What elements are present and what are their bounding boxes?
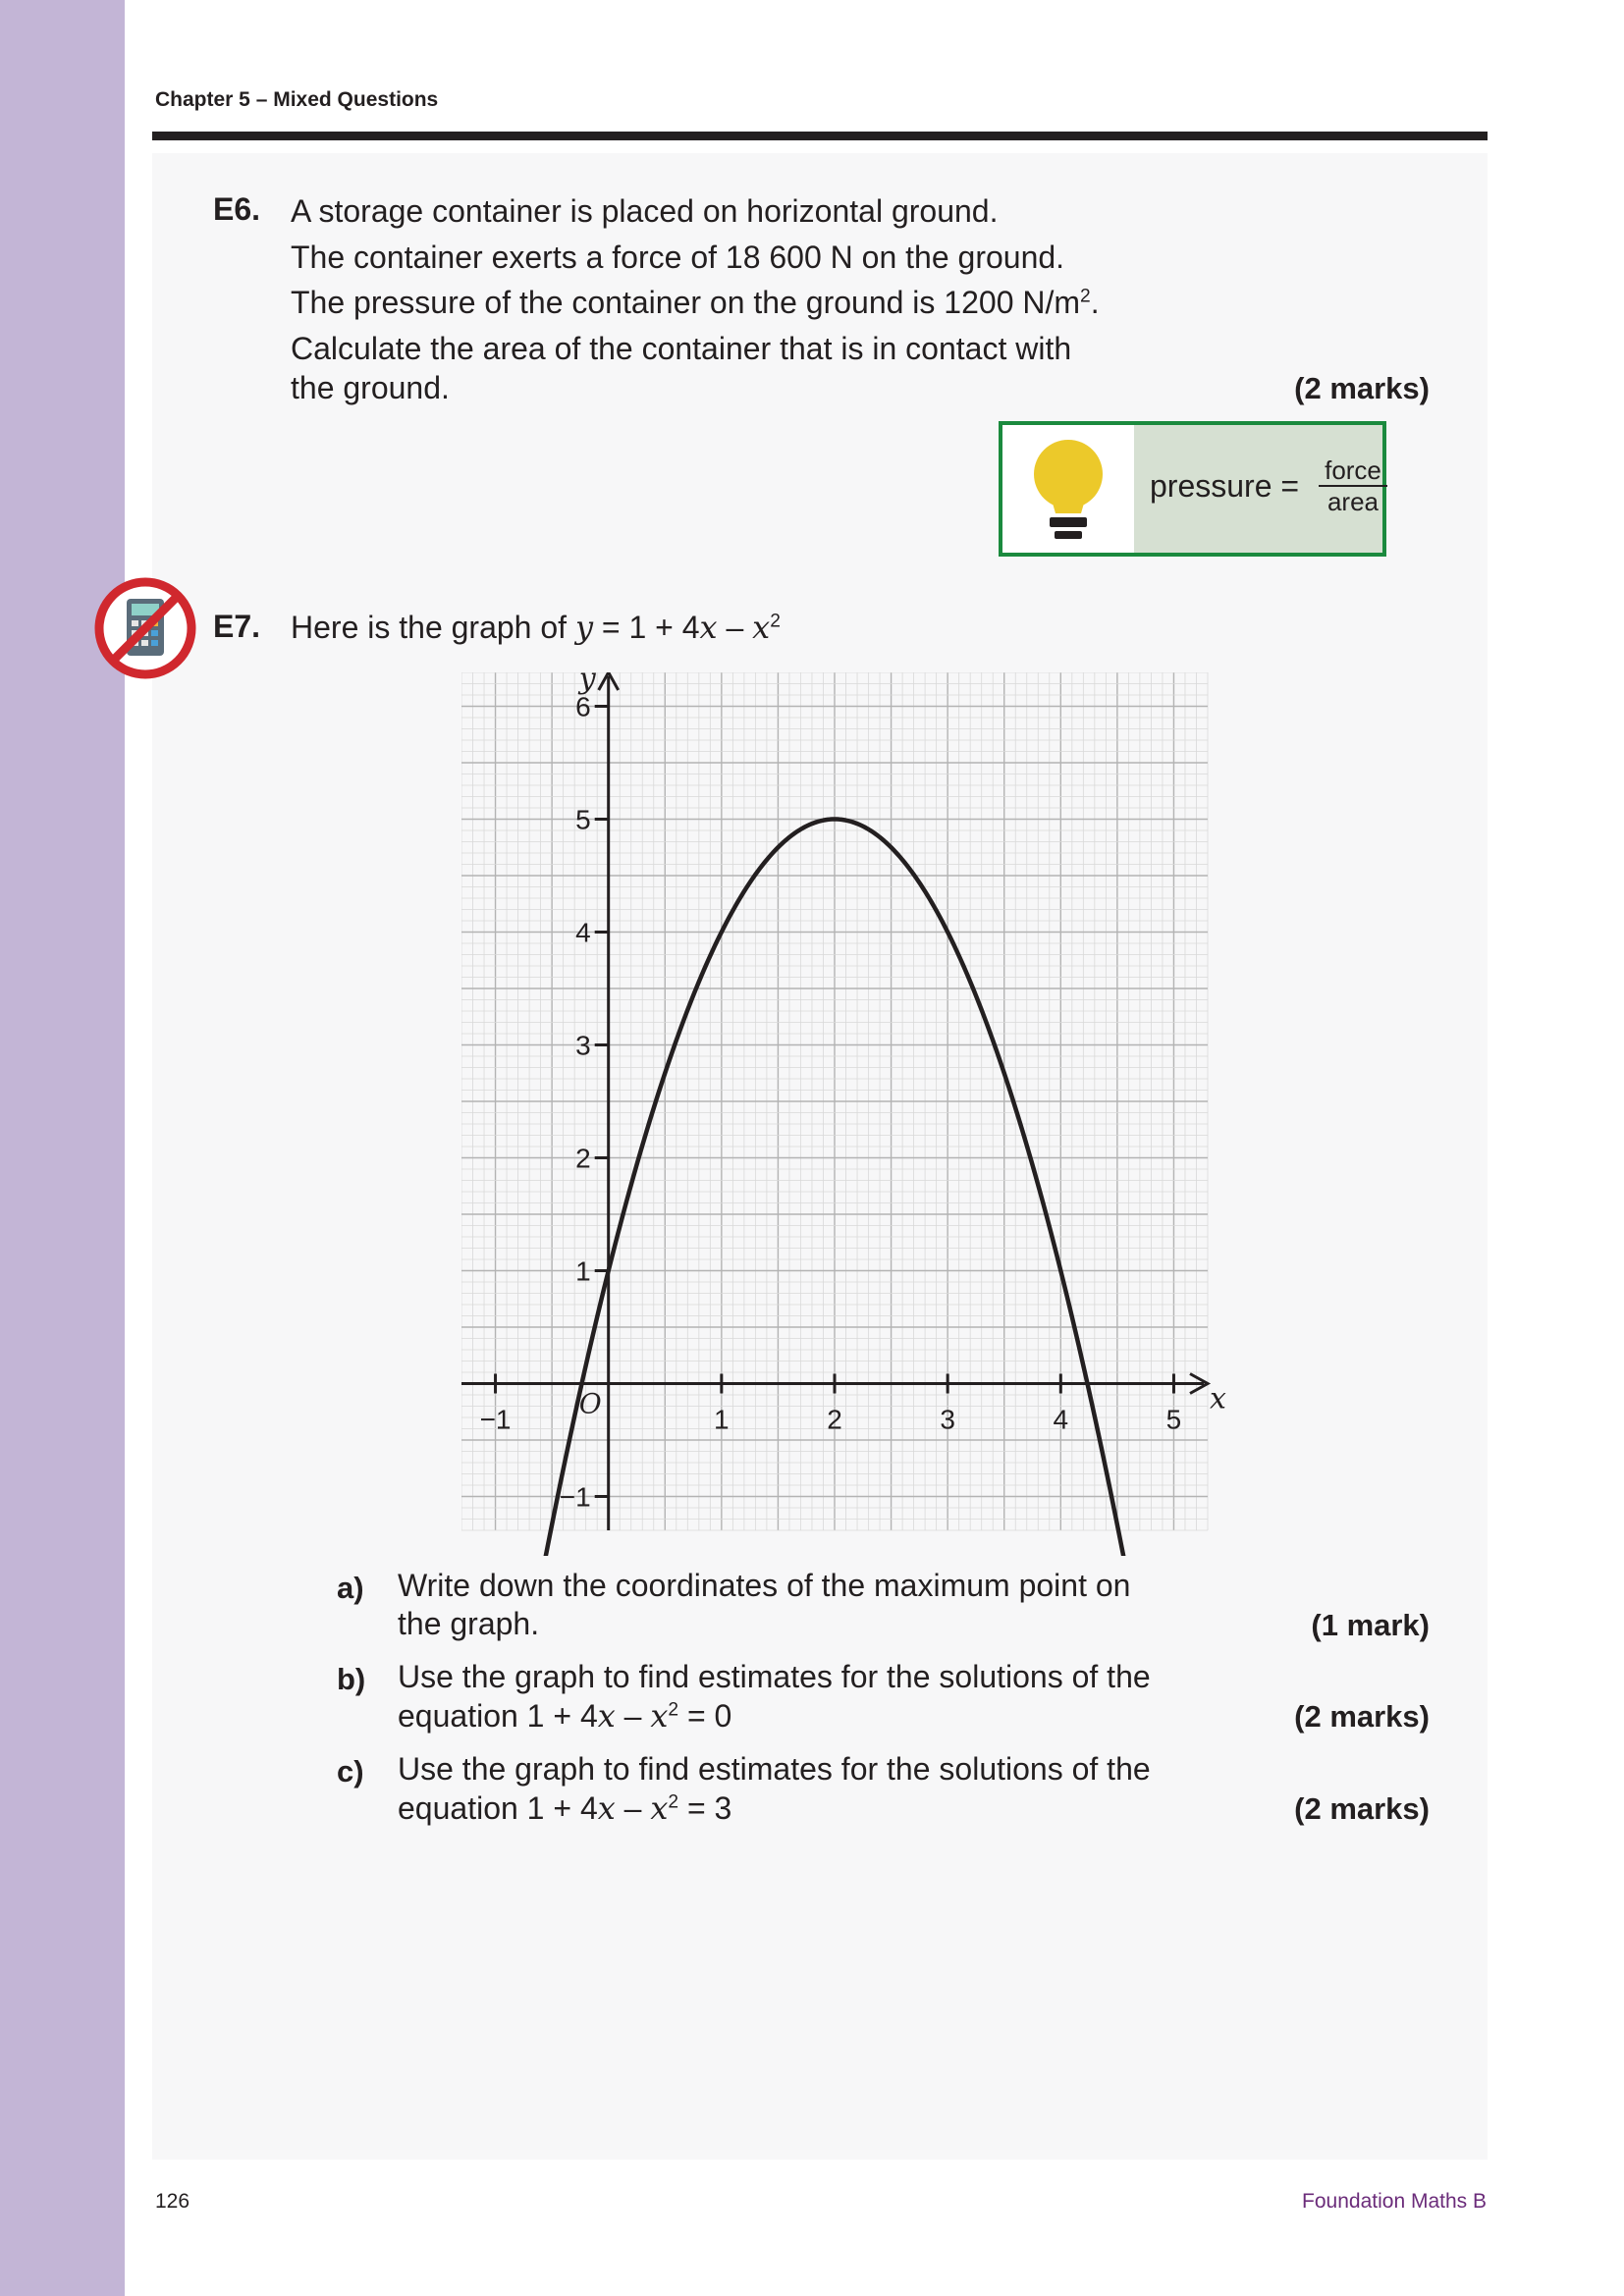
graph-svg [461, 672, 1247, 1556]
header-rule [152, 132, 1488, 140]
page-number: 126 [155, 2190, 190, 2213]
hint-denominator: area [1326, 487, 1380, 516]
hint-box [999, 421, 1386, 557]
part-a-line-1: Write down the coordinates of the maximum point on [398, 1568, 1131, 1603]
part-b-line-1: Use the graph to find estimates for the solutions of the [398, 1659, 1151, 1694]
no-calculator-icon [94, 577, 196, 679]
e6-line-4: Calculate the area of the container that is in contact with [291, 331, 1072, 366]
x-tick-label: −1 [479, 1404, 512, 1435]
part-c-label: c) [337, 1754, 364, 1789]
hint-fraction [1319, 456, 1387, 515]
page-side-band [0, 0, 125, 2296]
question-number-e7: E7. [213, 609, 261, 644]
part-c-line-1: Use the graph to find estimates for the solutions of the [398, 1751, 1151, 1787]
y-tick-label: 1 [575, 1255, 591, 1287]
part-a-line-2: the graph. [398, 1606, 540, 1641]
y-tick-label: −1 [559, 1481, 591, 1513]
e6-line-1: A storage container is placed on horizontal ground. [291, 193, 999, 229]
parabola-graph [461, 672, 1247, 1561]
y-tick-label: 3 [575, 1030, 591, 1061]
y-tick-label: 5 [575, 804, 591, 835]
part-b-line-2: equation $1 + 4x - x^2 = 0$ [398, 1697, 732, 1735]
hint-formula-label: pressure = [1150, 468, 1300, 504]
e7-intro: Here is the graph of $y = 1 + 4x - x^2$ [291, 609, 781, 646]
e6-marks: (2 marks) [1294, 371, 1430, 405]
x-tick-label: 1 [714, 1404, 730, 1435]
origin-label: O [578, 1387, 602, 1420]
part-b-label: b) [337, 1662, 366, 1696]
part-c-line-2: equation $1 + 4x - x^2 = 3$ [398, 1789, 732, 1827]
hint-numerator: force [1325, 455, 1381, 485]
part-b-marks: (2 marks) [1294, 1699, 1430, 1734]
chapter-heading: Chapter 5 – Mixed Questions [155, 88, 439, 111]
hint-formula [1134, 425, 1382, 553]
question-number-e6: E6. [213, 191, 261, 227]
x-axis-label: x [1210, 1381, 1226, 1416]
book-title: Foundation Maths B [1302, 2190, 1487, 2213]
part-c-marks: (2 marks) [1294, 1791, 1430, 1826]
lightbulb-icon [1002, 425, 1134, 553]
y-axis-label: y [578, 672, 596, 696]
part-a-marks: (1 mark) [1311, 1608, 1430, 1642]
graph-grid [461, 672, 1208, 1530]
e6-line-2: The container exerts a force of 18 600 N on the ground. [291, 240, 1065, 275]
x-tick-label: 2 [827, 1404, 842, 1435]
e6-line-3: The pressure of the container on the ground is 1200 $N/m^2$. [291, 285, 1100, 320]
x-tick-label: 4 [1053, 1404, 1069, 1435]
y-tick-label: 6 [575, 691, 591, 722]
y-tick-label: 4 [575, 917, 591, 948]
x-tick-label: 3 [940, 1404, 955, 1435]
e6-line-5: the ground. [291, 370, 450, 405]
x-tick-label: 5 [1165, 1404, 1182, 1435]
y-tick-label: 2 [575, 1143, 591, 1174]
part-a-label: a) [337, 1571, 364, 1605]
